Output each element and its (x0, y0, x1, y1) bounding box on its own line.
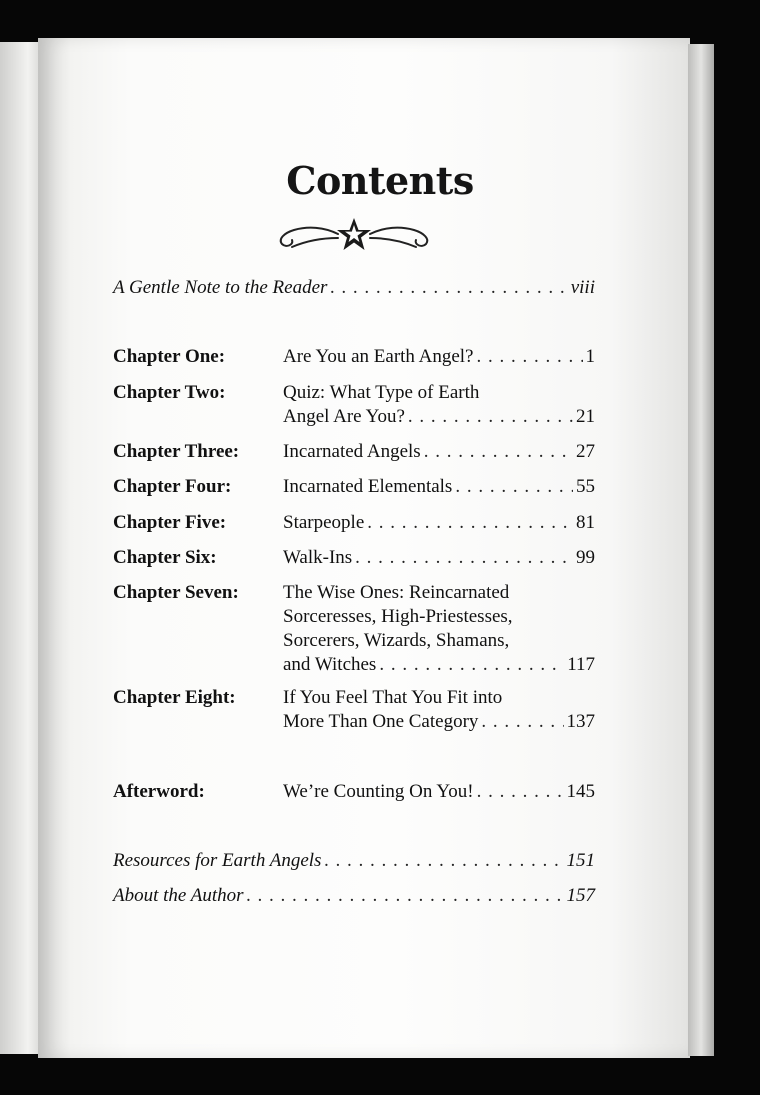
dot-leader (379, 653, 564, 677)
chapter-label: Chapter One: (113, 346, 226, 367)
dot-leader (477, 780, 564, 804)
chapter-title: Angel Are You? (283, 406, 405, 427)
chapter-label: Chapter Two: (113, 382, 226, 403)
toc-entry-about-author (113, 885, 595, 907)
page-number: 157 (566, 885, 595, 906)
page-number: 151 (566, 850, 595, 871)
chapter-title: We’re Counting On You! (283, 781, 474, 802)
chapter-title: and Witches (283, 654, 377, 675)
chapter-title: More Than One Category (283, 711, 479, 732)
toc-entry-resources (113, 850, 595, 872)
chapter-title-line: Sorcerers, Wizards, Shamans, (283, 630, 510, 651)
page-number: 117 (567, 654, 595, 675)
dot-leader (247, 885, 564, 907)
chapter-label: Chapter Five: (113, 512, 227, 533)
dot-leader (477, 345, 583, 369)
chapter-label: Afterword: (113, 781, 205, 802)
page-number: 27 (576, 441, 595, 462)
page-number: 81 (576, 512, 595, 533)
chapter-title-line: Sorceresses, High-Priestesses, (283, 606, 513, 627)
dot-leader (367, 511, 573, 535)
page-number: 21 (576, 406, 595, 427)
dot-leader (324, 850, 563, 872)
dot-leader (455, 475, 573, 499)
dot-leader (408, 405, 573, 429)
chapter-title: Incarnated Elementals (283, 476, 453, 497)
toc-entry-title: Resources for Earth Angels (113, 850, 322, 871)
chapter-label: Chapter Seven: (113, 582, 239, 603)
page-title: Contents (286, 158, 474, 203)
page-number: 99 (576, 547, 595, 568)
toc-entry-gentle-note (113, 277, 595, 299)
chapter-title-line: The Wise Ones: Reincarnated (283, 582, 510, 603)
chapter-label: Chapter Three: (113, 441, 240, 462)
dot-leader (424, 440, 573, 464)
chapter-title-line: Quiz: What Type of Earth (283, 382, 480, 403)
star-flourish-icon (272, 214, 436, 256)
toc-entry-title: A Gentle Note to the Reader (113, 277, 328, 298)
page-number: 137 (566, 711, 595, 732)
chapter-title: Are You an Earth Angel? (283, 346, 474, 367)
dot-leader (330, 277, 567, 299)
chapter-label: Chapter Eight: (113, 687, 236, 708)
page-number: viii (570, 277, 595, 298)
toc-entry-title: About the Author (113, 885, 244, 906)
dot-leader (355, 546, 573, 570)
page-number: 55 (576, 476, 595, 497)
page-number: 1 (585, 346, 595, 367)
chapter-title: Starpeople (283, 512, 365, 533)
page-number: 145 (566, 781, 595, 802)
chapter-label: Chapter Six: (113, 547, 217, 568)
chapter-title: Walk-Ins (283, 547, 353, 568)
chapter-title-line: If You Feel That You Fit into (283, 687, 503, 708)
chapter-label: Chapter Four: (113, 476, 232, 497)
chapter-title: Incarnated Angels (283, 441, 421, 462)
dot-leader (481, 710, 563, 734)
